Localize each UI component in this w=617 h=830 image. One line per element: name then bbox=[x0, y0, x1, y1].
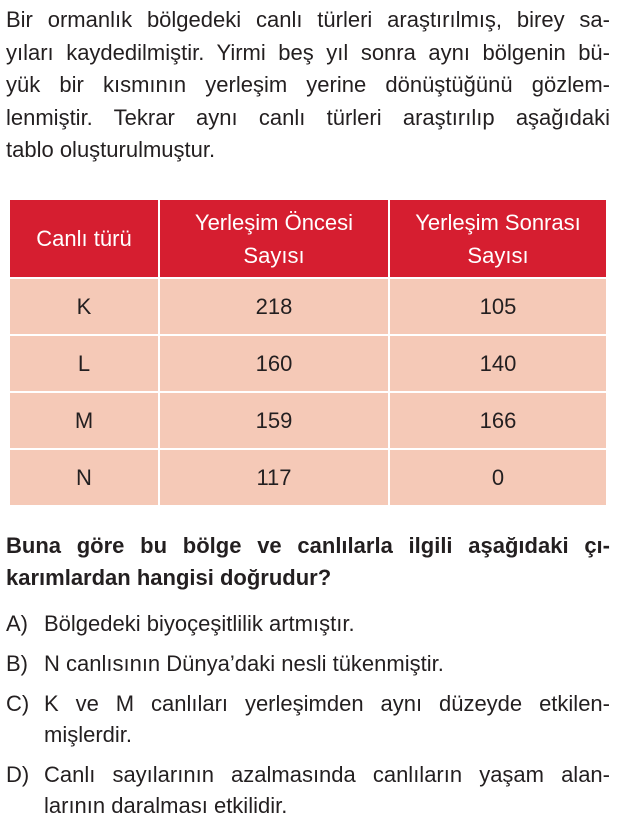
option-text: Bölgedeki biyoçeşitlilik artmıştır. bbox=[44, 611, 355, 636]
option-d[interactable] bbox=[6, 759, 610, 821]
table-row bbox=[9, 278, 607, 335]
cell-species: M bbox=[9, 392, 159, 449]
header-after-line1: Yerleşim Sonrası bbox=[415, 209, 581, 235]
option-text: K ve M canlıları yerleşimden aynı düzeyde etkilen- mişlerdir. bbox=[44, 691, 610, 747]
intro-line: yıları kaydedilmiştir. Yirmi beş yıl sonra aynı bölgenin bü- bbox=[6, 39, 610, 65]
option-text: N canlısının Dünya’daki nesli tükenmiştir. bbox=[44, 651, 444, 676]
species-count-table bbox=[8, 198, 608, 507]
table-row bbox=[9, 335, 607, 392]
question-line: karımlardan hangisi doğrudur? bbox=[6, 565, 332, 590]
cell-after: 140 bbox=[389, 335, 607, 392]
header-before-line1: Yerleşim Öncesi bbox=[194, 209, 354, 235]
option-c[interactable] bbox=[6, 688, 610, 750]
option-a[interactable] bbox=[6, 608, 610, 639]
option-letter: D) bbox=[6, 762, 30, 787]
intro-line: yük bir kısmının yerleşim yerine dönüştüğünü gözlem- bbox=[6, 72, 610, 97]
option-letter: C) bbox=[6, 691, 30, 716]
header-species: Canlı türü bbox=[9, 199, 159, 278]
header-before-settlement bbox=[159, 199, 389, 278]
option-text: Canlı sayılarının azalmasında canlıların yaşam alan- larının daralması etkilidir. bbox=[44, 762, 610, 818]
intro-paragraph bbox=[6, 4, 610, 167]
cell-species: L bbox=[9, 335, 159, 392]
option-letter: B) bbox=[6, 651, 28, 676]
header-before-line2: Sayısı bbox=[243, 242, 305, 268]
answer-options bbox=[6, 608, 610, 830]
question-stem bbox=[6, 530, 610, 594]
table-header-row bbox=[9, 199, 607, 278]
option-letter: A) bbox=[6, 611, 28, 636]
cell-species: K bbox=[9, 278, 159, 335]
table-row bbox=[9, 392, 607, 449]
cell-before: 117 bbox=[159, 449, 389, 506]
header-after-line2: Sayısı bbox=[467, 242, 529, 268]
table-row bbox=[9, 449, 607, 506]
intro-line: lenmiştir. Tekrar aynı canlı türleri araştırılıp aşağıdaki bbox=[6, 104, 610, 130]
cell-after: 0 bbox=[389, 449, 607, 506]
option-b[interactable] bbox=[6, 648, 610, 679]
header-after-settlement bbox=[389, 199, 607, 278]
cell-before: 160 bbox=[159, 335, 389, 392]
intro-line: tablo oluşturulmuştur. bbox=[6, 137, 216, 162]
cell-before: 159 bbox=[159, 392, 389, 449]
cell-before: 218 bbox=[159, 278, 389, 335]
intro-line: Bir ormanlık bölgedeki canlı türleri araştırılmış, birey sa- bbox=[6, 7, 610, 32]
cell-species: N bbox=[9, 449, 159, 506]
cell-after: 105 bbox=[389, 278, 607, 335]
question-line: Buna göre bu bölge ve canlılarla ilgili aşağıdaki çı- bbox=[6, 533, 610, 558]
cell-after: 166 bbox=[389, 392, 607, 449]
